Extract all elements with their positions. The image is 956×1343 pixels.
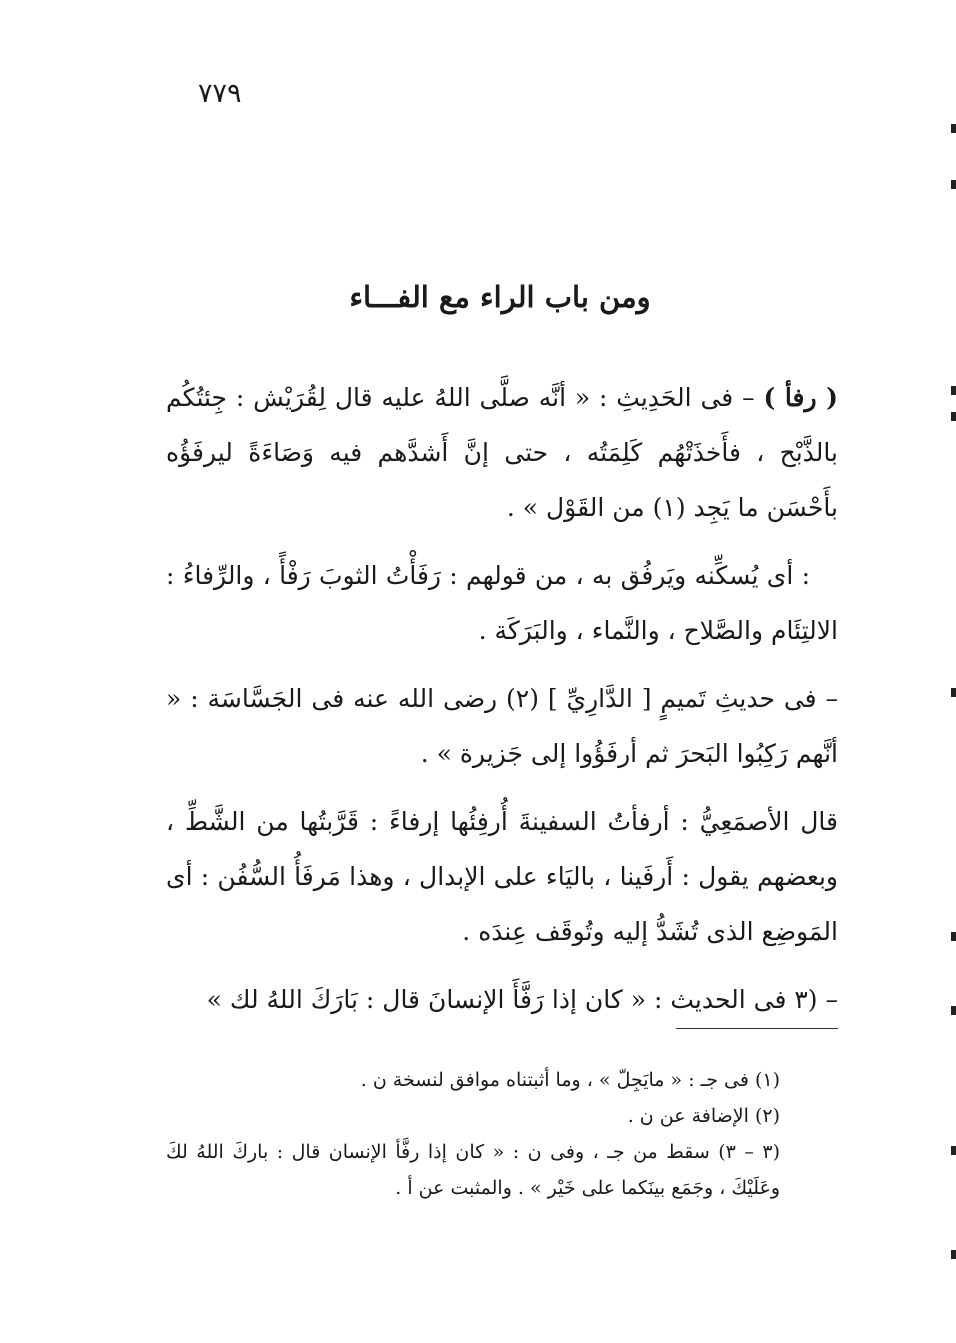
- scan-edge-mark: [951, 1006, 956, 1015]
- scan-edge-mark: [951, 932, 956, 941]
- scan-edge-mark: [951, 1250, 956, 1259]
- scan-edge-mark: [951, 1146, 956, 1155]
- scan-edge-mark: [951, 180, 956, 189]
- paragraph-text: – (٣ فى الحديث : « كان إذا رَفَّأَ الإنسانَ قال : بَارَكَ اللهُ لك »: [206, 985, 838, 1014]
- main-text: [166, 370, 838, 1040]
- footnote-3: (٣ – ٣) سقط من جـ ، وفى ن : « كان إذا رفَّأ الإنسان قال : باركَ اللهُ لكَ وعَلَيْكَ ، وجَمَع بينَكما على خَيْر » . والمثبت عن أ .: [166, 1141, 781, 1199]
- footnotes: [166, 1062, 838, 1206]
- scan-edge-mark: [951, 386, 956, 395]
- paragraph-tamim-hadith: [166, 671, 838, 781]
- paragraph-text: – فى الحَدِيثِ : « أنَّه صلَّى اللهُ عليه قال لِقُرَيْش : جِئتُكُم بالذَّبْح ، فأَخذَتْهُم كَلِمَتُه ، حتى إنَّ أَشدَّهم فيه وَصَاءَةً ليرفَؤُه بأَحْسَن ما يَجِد (١) من القَوْل » .: [166, 383, 838, 522]
- footnote-divider: [676, 1028, 838, 1029]
- paragraph-raffa-hadith: [166, 972, 838, 1027]
- scan-edge-mark: [951, 124, 956, 133]
- page-number: ٧٧٩: [198, 78, 242, 109]
- paragraph-text: قال الأصمَعِيُّ : أرفأتُ السفينةَ أُرفِئُها إرفاءً : قَرَّبتُها من الشَّطِّ ، وبعضهم يقول : أَرفَينا ، باليَاء على الإبدال ، وهذا مَرفَأُ السُّفُن : أى المَوضِع الذى تُشَدُّ إليه وتُوقَف عِندَه .: [166, 807, 838, 946]
- paragraph-asmai: [166, 794, 838, 959]
- lemma-label: ( رفأ ): [763, 383, 838, 412]
- section-heading: ومن باب الراء مع الفـــاء: [349, 280, 651, 314]
- footnote-1: (١) فى جـ : « مايَجِلّ » ، وما أثبتناه موافق لنسخة ن .: [360, 1069, 780, 1091]
- footnote-2: (٢) الإضافة عن ن .: [627, 1105, 780, 1127]
- scan-edge-mark: [951, 412, 956, 421]
- scan-edge-mark: [951, 688, 956, 697]
- paragraph-entry-rafa: [166, 370, 838, 535]
- paragraph-text: – فى حديثِ تَميمٍ [ الدَّارِيِّ ] (٢) رضى الله عنه فى الجَسَّاسَة : « أنَّهم رَكِبُوا البَحرَ ثم أرفَؤُوا إلى جَزيرة » .: [166, 684, 839, 768]
- paragraph-text: : أى يُسكِّنه ويَرفُق به ، من قولهم : رَفَأْتُ الثوبَ رَفْأً ، والرِّفاءُ : الالتِئَام والصَّلاح ، والنَّماء ، والبَرَكَة .: [166, 561, 838, 645]
- paragraph-explanation: [166, 548, 838, 658]
